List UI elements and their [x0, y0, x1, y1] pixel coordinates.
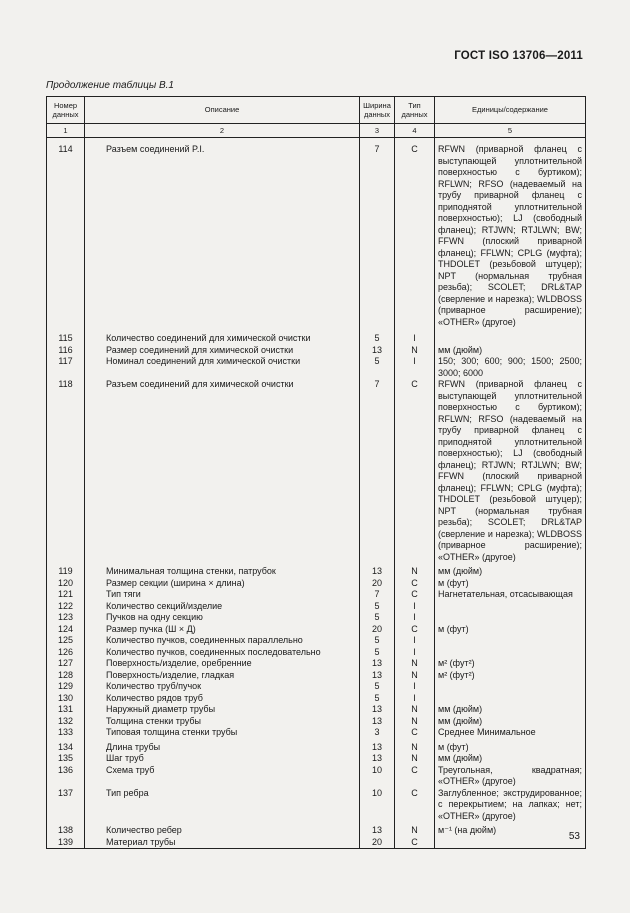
row-type: I — [395, 333, 435, 345]
row-width: 13 — [360, 742, 395, 754]
row-type: N — [395, 670, 435, 682]
row-desc — [85, 601, 360, 613]
row-width: 13 — [360, 658, 395, 670]
table-row — [47, 742, 586, 754]
row-num: 114 — [47, 144, 85, 328]
row-desc-text: Толщина стенки трубы — [106, 715, 201, 726]
row-type: C — [395, 624, 435, 636]
row-type: N — [395, 825, 435, 837]
row-width: 5 — [360, 333, 395, 345]
row-num: 126 — [47, 647, 85, 659]
table-body — [47, 138, 586, 849]
row-units: м (фут) — [435, 624, 586, 636]
row-desc-text: Типовая толщина стенки трубы — [106, 727, 238, 737]
standard-code: ГОСТ ISO 13706—2011 — [454, 50, 583, 62]
row-units: мм (дюйм) — [435, 753, 586, 765]
row-desc — [85, 753, 360, 765]
row-desc — [85, 647, 360, 659]
row-units — [435, 601, 586, 613]
table-row — [47, 704, 586, 716]
row-type: N — [395, 742, 435, 754]
row-desc — [85, 658, 360, 670]
row-desc — [85, 635, 360, 647]
row-type: N — [395, 704, 435, 716]
row-type: N — [395, 753, 435, 765]
table-row — [47, 693, 586, 705]
row-num: 124 — [47, 624, 85, 636]
row-type: I — [395, 356, 435, 379]
row-num: 129 — [47, 681, 85, 693]
row-width: 13 — [360, 345, 395, 357]
row-units: RFWN (приварной фланец с выступающей уплотнительной поверхностью с буртиком); RFLWN; RFSO (надеваемый на трубу приварной фланец с приподнятой уплотнительной поверхностью); LJ (свободный фланец); RTJWN; RTJLWN; BW; FFWN (плоский приварной фланец); FFLWN; CPLG (муфта); THDOLET (резьбовой штуцер); NPT (нормальная трубная резьба); SCOLET; DRL&TAP (сверление и нарезка); WLDBOSS (приварное расширение); «OTHER» (другое) — [435, 144, 586, 328]
row-type: I — [395, 681, 435, 693]
row-num: 115 — [47, 333, 85, 345]
table-row — [47, 566, 586, 578]
row-units: мм (дюйм) — [435, 716, 586, 728]
col-number-5: 5 — [435, 124, 586, 138]
row-width: 13 — [360, 670, 395, 682]
row-width: 20 — [360, 578, 395, 590]
table-row — [47, 345, 586, 357]
row-units: RFWN (приварной фланец с выступающей уплотнительной поверхностью с буртиком); RFLWN; RFSO (надеваемый на трубу приварной фланец с приподнятой уплотнительной поверхностью); LJ (свободный фланец); RTJWN; RTJLWN; BW; FFWN (плоский приварной фланец); FFLWN; CPLG (муфта); THDOLET (резьбовой штуцер); NPT (нормальная трубная резьба); SCOLET; DRL&TAP (сверление и нарезка); WLDBOSS (приварное расширение); «OTHER» (другое) — [435, 379, 586, 563]
row-desc — [85, 144, 360, 328]
row-num: 118 — [47, 379, 85, 563]
col-number-4: 4 — [395, 124, 435, 138]
table-row — [47, 601, 586, 613]
row-width: 10 — [360, 765, 395, 788]
row-desc-text: Количество соединений для химической очистки — [106, 333, 311, 343]
row-type: I — [395, 635, 435, 647]
row-units: м² (фут²) — [435, 658, 586, 670]
row-desc — [85, 788, 360, 823]
row-width: 5 — [360, 612, 395, 624]
row-desc-text: Количество секций/изделие — [106, 600, 223, 611]
table-row — [47, 624, 586, 636]
table-row — [47, 635, 586, 647]
row-width: 5 — [360, 356, 395, 379]
row-type: I — [395, 612, 435, 624]
page-number: 53 — [568, 831, 580, 842]
row-num: 127 — [47, 658, 85, 670]
row-units — [435, 693, 586, 705]
row-num: 137 — [47, 788, 85, 823]
row-num: 130 — [47, 693, 85, 705]
row-desc-text: Количество рядов труб — [106, 692, 203, 703]
row-desc-text: Схема труб — [106, 764, 155, 775]
row-desc-text: Разъем соединений P.I. — [106, 144, 205, 154]
row-desc — [85, 837, 360, 849]
row-width: 5 — [360, 693, 395, 705]
row-units: 150; 300; 600; 900; 1500; 2500; 3000; 6000 — [435, 356, 586, 379]
row-desc — [85, 566, 360, 578]
row-width: 13 — [360, 825, 395, 837]
row-type: I — [395, 693, 435, 705]
row-type: C — [395, 578, 435, 590]
row-desc — [85, 765, 360, 788]
row-width: 5 — [360, 635, 395, 647]
row-units — [435, 837, 586, 849]
row-desc-text: Размер соединений для химической очистки — [106, 344, 294, 355]
row-desc — [85, 624, 360, 636]
row-num: 133 — [47, 727, 85, 739]
table-row — [47, 356, 586, 379]
data-table — [46, 96, 586, 849]
table-row — [47, 753, 586, 765]
row-desc — [85, 333, 360, 345]
table-row — [47, 788, 586, 823]
table-caption: Продолжение таблицы В.1 — [46, 80, 174, 91]
row-desc-text: Размер пучка (Ш × Д) — [106, 623, 196, 634]
row-units: мм (дюйм) — [435, 345, 586, 357]
row-desc-text: Количество пучков, соединенных параллельно — [106, 635, 303, 645]
row-num: 131 — [47, 704, 85, 716]
row-type: I — [395, 647, 435, 659]
row-type: N — [395, 658, 435, 670]
row-num: 138 — [47, 825, 85, 837]
row-units — [435, 681, 586, 693]
col-number-2: 2 — [85, 124, 360, 138]
row-width: 7 — [360, 144, 395, 328]
row-type: C — [395, 379, 435, 563]
header-desc: Описание — [85, 97, 360, 124]
table-row — [47, 681, 586, 693]
row-desc — [85, 345, 360, 357]
row-width: 13 — [360, 566, 395, 578]
row-num: 121 — [47, 589, 85, 601]
row-num: 128 — [47, 670, 85, 682]
row-num: 125 — [47, 635, 85, 647]
row-num: 116 — [47, 345, 85, 357]
table-row — [47, 837, 586, 849]
row-units — [435, 333, 586, 345]
row-width: 7 — [360, 589, 395, 601]
row-desc-text: Тип ребра — [106, 787, 149, 798]
row-desc-text: Шаг труб — [106, 753, 144, 763]
header-num: Номер данных — [47, 97, 85, 124]
row-type: N — [395, 566, 435, 578]
row-desc — [85, 578, 360, 590]
row-desc — [85, 704, 360, 716]
row-units: Треугольная, квадратная; «OTHER» (другое) — [435, 765, 586, 788]
row-desc-text: Размер секции (ширина × длина) — [106, 577, 245, 588]
row-desc-text: Наружный диаметр трубы — [106, 704, 216, 714]
table-row — [47, 716, 586, 728]
row-units: мм (дюйм) — [435, 704, 586, 716]
row-width: 20 — [360, 624, 395, 636]
row-type: C — [395, 765, 435, 788]
row-num: 139 — [47, 837, 85, 849]
row-units: мм (дюйм) — [435, 566, 586, 578]
row-num: 123 — [47, 612, 85, 624]
row-desc-text: Количество ребер — [106, 825, 182, 835]
row-type: C — [395, 144, 435, 328]
row-width: 13 — [360, 716, 395, 728]
row-desc-text: Поверхность/изделие, гладкая — [106, 669, 235, 680]
row-units — [435, 612, 586, 624]
row-type: C — [395, 727, 435, 739]
row-desc — [85, 742, 360, 754]
row-width: 13 — [360, 753, 395, 765]
table-row — [47, 727, 586, 739]
row-desc-text: Минимальная толщина стенки, патрубок — [106, 566, 276, 576]
row-desc — [85, 727, 360, 739]
row-desc-text: Количество труб/пучок — [106, 681, 202, 691]
row-units — [435, 647, 586, 659]
row-num: 136 — [47, 765, 85, 788]
row-type: C — [395, 788, 435, 823]
table-row — [47, 333, 586, 345]
row-units: Заглубленное; экструдированное; с перекрытием; на лапках; нет; «OTHER» (другое) — [435, 788, 586, 823]
row-units: Нагнетательная, отсасывающая — [435, 589, 586, 601]
row-num: 120 — [47, 578, 85, 590]
table-row — [47, 647, 586, 659]
row-desc — [85, 716, 360, 728]
row-type: N — [395, 716, 435, 728]
row-units — [435, 635, 586, 647]
row-width: 3 — [360, 727, 395, 739]
row-units: м (фут) — [435, 578, 586, 590]
header-width: Ширина данных — [360, 97, 395, 124]
row-desc — [85, 356, 360, 379]
table-row — [47, 379, 586, 563]
table-row — [47, 658, 586, 670]
table-row — [47, 578, 586, 590]
row-num: 119 — [47, 566, 85, 578]
row-desc — [85, 693, 360, 705]
table-row — [47, 144, 586, 328]
row-type: I — [395, 601, 435, 613]
row-width: 13 — [360, 704, 395, 716]
row-desc — [85, 670, 360, 682]
row-desc-text: Тип тяги — [106, 589, 141, 599]
row-desc-text: Количество пучков, соединенных последовательно — [106, 646, 321, 657]
row-width: 5 — [360, 647, 395, 659]
row-desc — [85, 379, 360, 563]
row-desc-text: Поверхность/изделие, оребренние — [106, 658, 252, 668]
table-row — [47, 670, 586, 682]
table-row — [47, 825, 586, 837]
row-num: 132 — [47, 716, 85, 728]
row-desc — [85, 825, 360, 837]
row-desc-text: Материал трубы — [106, 836, 176, 847]
row-width: 20 — [360, 837, 395, 849]
table-row — [47, 765, 586, 788]
row-desc-text: Пучков на одну секцию — [106, 612, 203, 622]
row-units: м⁻¹ (на дюйм) — [435, 825, 586, 837]
table-row — [47, 612, 586, 624]
header-type: Тип данных — [395, 97, 435, 124]
row-desc — [85, 612, 360, 624]
col-number-1: 1 — [47, 124, 85, 138]
row-desc-text: Номинал соединений для химической очистки — [106, 356, 301, 366]
row-units: Среднее Минимальное — [435, 727, 586, 739]
row-width: 5 — [360, 681, 395, 693]
row-units: м² (фут²) — [435, 670, 586, 682]
row-type: C — [395, 837, 435, 849]
row-num: 135 — [47, 753, 85, 765]
col-number-3: 3 — [360, 124, 395, 138]
row-width: 5 — [360, 601, 395, 613]
row-desc — [85, 681, 360, 693]
row-desc — [85, 589, 360, 601]
row-units: м (фут) — [435, 742, 586, 754]
row-desc-text: Длина трубы — [106, 741, 161, 752]
row-desc-text: Разъем соединений для химической очистки — [106, 379, 294, 389]
row-type: N — [395, 345, 435, 357]
row-width: 10 — [360, 788, 395, 823]
table-row — [47, 589, 586, 601]
row-width: 7 — [360, 379, 395, 563]
row-num: 134 — [47, 742, 85, 754]
row-num: 122 — [47, 601, 85, 613]
header-units: Единицы/содержание — [435, 97, 586, 124]
row-num: 117 — [47, 356, 85, 379]
row-type: C — [395, 589, 435, 601]
